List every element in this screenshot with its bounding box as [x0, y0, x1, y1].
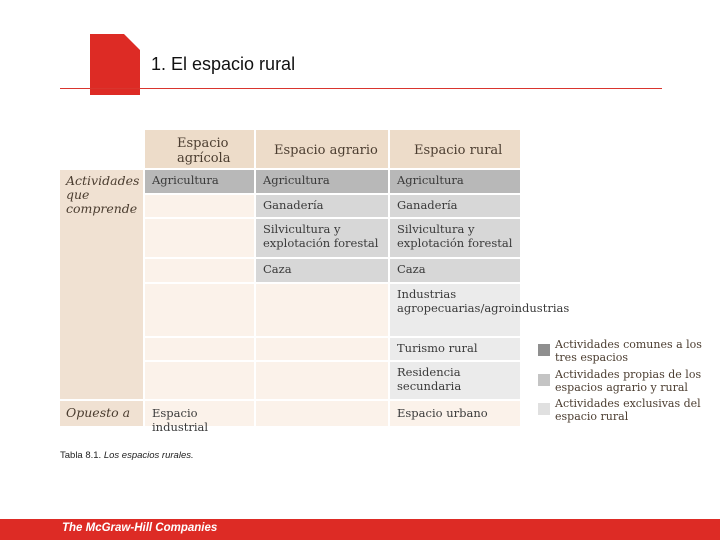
- cell-agricola-empty-4: [145, 284, 254, 336]
- legend-label-rural-only: Actividades exclusivas del espacio rural: [555, 397, 701, 423]
- header-espacio-agricola: Espacio agrícola: [145, 130, 254, 168]
- legend-swatch-common: [538, 344, 550, 356]
- cell-agricola-empty-2: [145, 219, 254, 257]
- cell-rural-opuesto: Espacio urbano: [390, 401, 520, 426]
- cell-agrario-empty-1: [256, 284, 388, 336]
- cell-agrario-opuesto-empty: [256, 401, 388, 426]
- cell-agricola-empty-6: [145, 362, 254, 399]
- rural-spaces-table: [60, 130, 570, 434]
- cell-agricola-empty-5: [145, 338, 254, 360]
- cell-rural-agricultura: Agricultura: [390, 170, 520, 193]
- cell-agrario-caza: Caza: [256, 259, 388, 282]
- cell-agrario-empty-3: [256, 362, 388, 399]
- row-label-opuesto: Opuesto a: [60, 401, 143, 426]
- cell-rural-silvicultura: Silvicultura y explotación forestal: [390, 219, 520, 257]
- cell-agrario-silvicultura: Silvicultura y explotación forestal: [256, 219, 388, 257]
- cell-agrario-agricultura: Agricultura: [256, 170, 388, 193]
- table-caption: [60, 450, 194, 461]
- cell-rural-industrias: Industrias agropecuarias/agroindustrias: [390, 284, 520, 336]
- title-divider: [60, 88, 662, 89]
- cell-agricola-empty-3: [145, 259, 254, 282]
- caption-title: Los espacios rurales.: [103, 450, 194, 461]
- cell-agrario-empty-2: [256, 338, 388, 360]
- legend-label-agrario-rural: Actividades propias de los espacios agrario y rural: [555, 368, 702, 394]
- caption-prefix: Tabla 8.1.: [60, 450, 102, 461]
- slide-title: 1. El espacio rural: [151, 54, 296, 74]
- slide-accent-tab: [90, 34, 140, 95]
- header-espacio-rural: Espacio rural: [390, 130, 520, 168]
- cell-rural-ganaderia: Ganadería: [390, 195, 520, 217]
- footer-bar: [0, 519, 720, 540]
- cell-agricola-agricultura: Agricultura: [145, 170, 254, 193]
- row-label-actividades: Actividades que comprende: [60, 170, 143, 399]
- legend-swatch-rural-only: [538, 403, 550, 415]
- legend-label-common: Actividades comunes a los tres espacios: [555, 338, 702, 364]
- legend-swatch-agrario-rural: [538, 374, 550, 386]
- cell-agrario-ganaderia: Ganadería: [256, 195, 388, 217]
- cell-rural-caza: Caza: [390, 259, 520, 282]
- header-espacio-agrario: Espacio agrario: [256, 130, 388, 168]
- cell-agricola-opuesto: Espacio industrial: [145, 401, 254, 426]
- cell-rural-turismo: Turismo rural: [390, 338, 520, 360]
- publisher-logo-text: The McGraw-Hill Companies: [62, 522, 218, 534]
- cell-agricola-empty-1: [145, 195, 254, 217]
- cell-rural-residencia: Residencia secundaria: [390, 362, 520, 399]
